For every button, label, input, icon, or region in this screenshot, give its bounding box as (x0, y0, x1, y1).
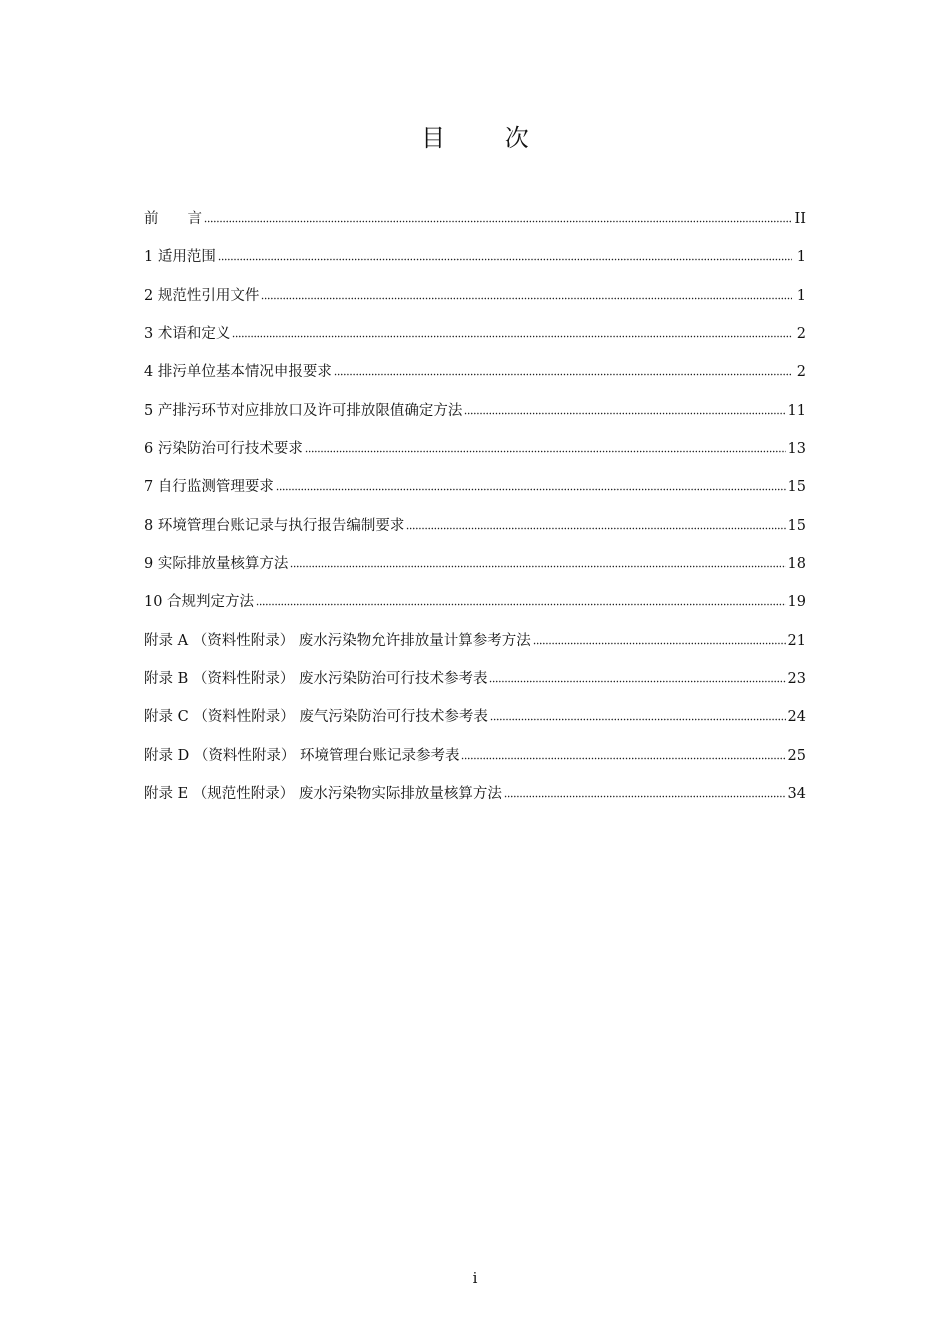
toc-entry-page: 18 (787, 556, 806, 573)
toc-entry[interactable] (144, 359, 806, 397)
toc-entry-label: 附录 E （规范性附录） 废水污染物实际排放量核算方法 (144, 786, 502, 803)
toc-entry[interactable] (144, 244, 806, 282)
dot-leader (232, 328, 792, 338)
toc-entry-label: 8 环境管理台账记录与执行报告编制要求 (144, 517, 405, 534)
dot-leader (489, 673, 785, 683)
toc-entry[interactable] (144, 704, 806, 742)
toc-entry-label: 4 排污单位基本情况申报要求 (144, 364, 332, 381)
toc-entry-label: 10 合规判定方法 (144, 594, 255, 611)
toc-entry-page: 11 (787, 402, 806, 419)
toc-entry-label: 附录 C （资料性附录） 废气污染防治可行技术参考表 (144, 709, 488, 726)
toc-entry-label: 附录 B （资料性附录） 废水污染防治可行技术参考表 (144, 671, 488, 688)
toc-entry-label: 5 产排污环节对应排放口及许可排放限值确定方法 (144, 402, 463, 419)
toc-entry[interactable] (144, 589, 806, 627)
toc-entry[interactable] (144, 321, 806, 359)
toc-entry[interactable] (144, 398, 806, 436)
toc-entry-label: 2 规范性引用文件 (144, 287, 260, 304)
toc-entry[interactable] (144, 551, 806, 589)
toc-entry-page: 13 (787, 441, 806, 458)
dot-leader (261, 290, 792, 300)
toc-entry[interactable] (144, 283, 806, 321)
toc-entry[interactable] (144, 666, 806, 704)
dot-leader (406, 520, 785, 530)
toc-entry[interactable] (144, 743, 806, 781)
toc-entry-page: 34 (787, 786, 806, 803)
toc-entry-page: 19 (787, 594, 806, 611)
toc-entry-page: 15 (787, 517, 806, 534)
toc-entry-label: 附录 A （资料性附录） 废水污染物允许排放量计算参考方法 (144, 632, 531, 649)
page-title: 目 次 (421, 124, 555, 152)
dot-leader (290, 558, 785, 568)
dot-leader (504, 788, 786, 798)
toc-entry-label: 3 术语和定义 (144, 326, 231, 343)
toc-entry[interactable] (144, 513, 806, 551)
toc-entry-page: 2 (796, 364, 806, 381)
toc-entry-label: 7 自行监测管理要求 (144, 479, 274, 496)
table-of-contents (144, 206, 806, 820)
dot-leader (490, 711, 786, 721)
dot-leader (334, 366, 792, 376)
dot-leader (256, 596, 785, 606)
toc-entry[interactable] (144, 781, 806, 819)
toc-entry-page: II (794, 211, 806, 227)
dot-leader (204, 213, 792, 223)
dot-leader (218, 251, 792, 261)
dot-leader (276, 481, 786, 491)
toc-entry-label: 前 言 (144, 211, 202, 227)
toc-entry-page: 24 (787, 709, 806, 726)
dot-leader (461, 750, 785, 760)
toc-entry[interactable] (144, 474, 806, 512)
dot-leader (305, 443, 786, 453)
toc-entry-label: 附录 D （资料性附录） 环境管理台账记录参考表 (144, 747, 460, 764)
dot-leader (464, 405, 785, 415)
toc-entry[interactable] (144, 206, 806, 244)
toc-entry-page: 15 (787, 479, 806, 496)
toc-entry-label: 1 适用范围 (144, 249, 216, 266)
page-number: i (472, 1269, 478, 1287)
toc-entry-page: 21 (787, 632, 806, 649)
toc-entry-label: 9 实际排放量核算方法 (144, 556, 289, 573)
toc-entry-page: 1 (796, 249, 806, 266)
toc-entry-page: 25 (787, 747, 806, 764)
toc-entry-page: 1 (796, 287, 806, 304)
toc-entry-page: 23 (787, 671, 806, 688)
toc-entry-page: 2 (796, 326, 806, 343)
dot-leader (533, 635, 786, 645)
toc-entry-label: 6 污染防治可行技术要求 (144, 441, 303, 458)
toc-entry[interactable] (144, 628, 806, 666)
toc-entry[interactable] (144, 436, 806, 474)
